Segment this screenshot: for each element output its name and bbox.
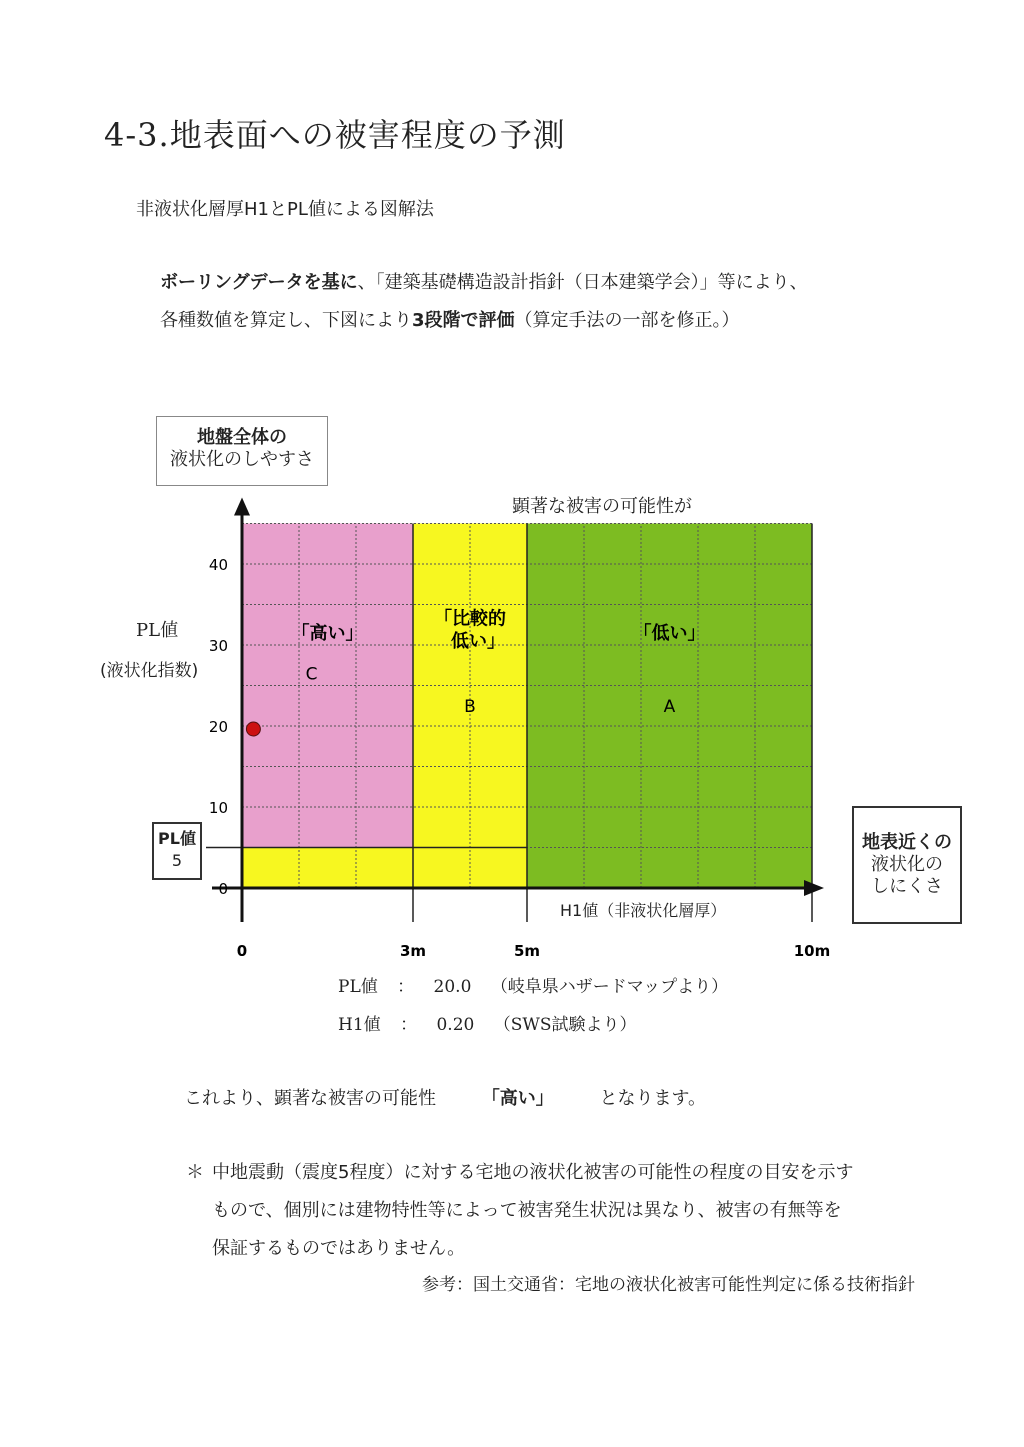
y-tick-label: 20: [208, 718, 228, 736]
intro-line-1-rest: 、「建築基礎構造設計指針（日本建築学会）」等により、: [357, 272, 808, 293]
page-subtitle: 非液状化層厚H1とPL値による図解法: [136, 199, 434, 220]
x-axis-caption-line-3: しにくさ: [871, 876, 943, 897]
footnote-line-3: 保証するものではありません。: [212, 1238, 466, 1259]
conclusion-suffix: となります。: [599, 1088, 707, 1109]
h1-value: 0.20: [436, 1015, 475, 1035]
h1-value-sep: ：: [400, 1015, 418, 1035]
zone-low-band: [242, 848, 527, 889]
intro-line-2-bold: 3段階で評価: [412, 310, 515, 331]
zone-a-label: 「低い」: [633, 622, 706, 644]
pl-value-line: [338, 972, 728, 997]
footnote-line-2: もので、個別には建物特性等によって被害発生状況は異なり、被害の有無等を: [212, 1200, 842, 1221]
y-axis-caption-line-2: 液状化のしやすさ: [170, 449, 314, 470]
y-tick-label: 40: [208, 556, 228, 574]
footnote-line-1: 中地震動（震度5程度）に対する宅地の液状化被害の可能性の程度の目安を示す: [212, 1162, 854, 1183]
y-tick-label: 10: [208, 799, 228, 817]
h1-value-line: [338, 1010, 637, 1035]
pl-axis-subcaption: (液状化指数): [100, 661, 199, 681]
zone-b-label-2: 低い」: [451, 630, 505, 652]
zone-c-letter: C: [305, 664, 318, 685]
intro-line-1-bold: ボーリングデータを基に: [160, 272, 358, 293]
pl-value-source: （岐阜県ハザードマップより）: [490, 977, 729, 997]
pl-axis-caption: PL値: [136, 620, 179, 641]
x-axis-caption-line-2: 液状化の: [871, 854, 943, 875]
conclusion-result: 「高い」: [481, 1088, 554, 1109]
y-tick-label: 0: [218, 880, 228, 898]
points-layer: [246, 722, 260, 736]
conclusion-line: [184, 1084, 706, 1110]
pl-value-sep: ：: [397, 977, 415, 997]
h1-value-label: H1値: [338, 1015, 381, 1035]
page-title: 4-3.地表面への被害程度の予測: [104, 116, 566, 154]
intro-line-2-a: 各種数値を算定し、下図により: [160, 310, 412, 331]
pl-value: 20.0: [433, 977, 472, 997]
x-tick-label: 3m: [399, 942, 427, 960]
x-axis-arrow: [804, 880, 824, 896]
y-axis-arrow: [234, 498, 250, 516]
x-tick-label: 10m: [793, 942, 831, 960]
x-axis-label: H1値（非液状化層厚）: [560, 901, 727, 920]
zone-a-letter: A: [663, 696, 676, 717]
y-tick-label: 30: [208, 637, 228, 655]
x-tick-label: 0: [236, 942, 248, 960]
top-caption: 顕著な被害の可能性が: [512, 496, 692, 517]
conclusion-prefix: これより、顕著な被害の可能性: [184, 1088, 436, 1109]
zone-b-letter: B: [464, 696, 476, 717]
pl5-box-line-1: PL値: [158, 829, 196, 848]
pl5-box-line-2: 5: [171, 851, 183, 870]
data-point: [246, 722, 260, 736]
x-tick-label: 5m: [513, 942, 541, 960]
x-axis-caption-line-1: 地表近くの: [862, 832, 952, 853]
y-axis-caption-line-1: 地盤全体の: [197, 427, 287, 448]
reference: 参考：国土交通省：宅地の液状化被害可能性判定に係る技術指針: [422, 1275, 915, 1295]
intro-line-2-b: （算定手法の一部を修正。）: [514, 310, 740, 331]
zone-b-label: 「比較的: [434, 608, 506, 630]
pl-value-label: PL値: [338, 977, 378, 997]
zone-c-label: 「高い」: [291, 622, 364, 644]
footnote-mark: ＊: [186, 1162, 204, 1183]
h1-value-source: （SWS試験より）: [493, 1015, 637, 1035]
